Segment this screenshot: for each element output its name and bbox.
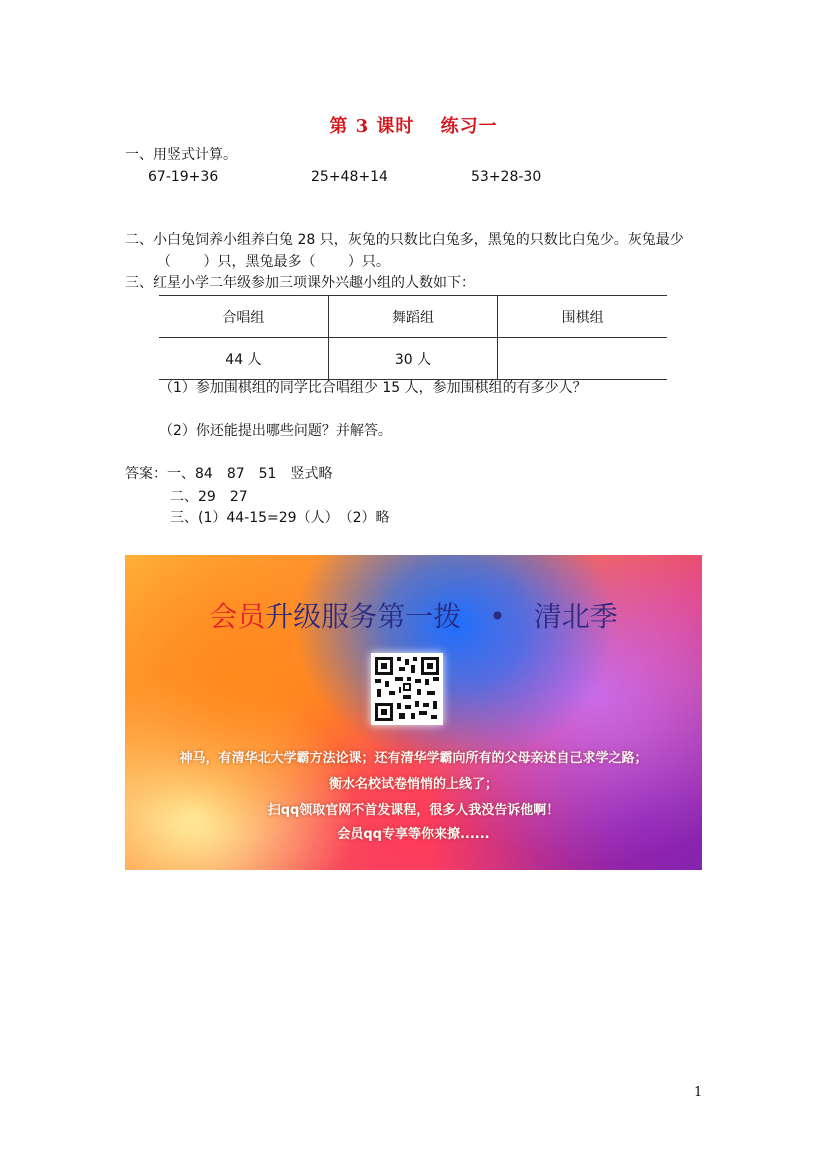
banner-title-text: 升级服务第一拨 • 清北季 [265,600,618,633]
qr-code-icon[interactable] [371,653,443,725]
table-cell [498,338,667,380]
groups-table [159,295,667,380]
answers-line2: 二、29 27 [170,489,248,505]
problem-2: 25+48+14 [311,169,388,185]
section3-q2: （2）你还能提出哪些问题？并解答。 [159,423,392,439]
table-header-cell: 合唱组 [159,296,328,338]
answers-line3: 三、(1）44-15=29（人） （2）略 [170,510,390,526]
banner-line-1: 神马，有清华北大学霸方法论课；还有清华学霸向所有的父母亲述自己求学之路； [179,751,648,766]
banner-line-4: 会员qq专享等你来撩...... [337,827,490,842]
problem-3: 53+28-30 [471,169,542,185]
table-cell: 44 人 [159,338,328,380]
page-title: 第 3 课时 练习一 [329,116,498,137]
promo-banner[interactable] [125,555,702,870]
section1-heading: 一、用竖式计算。 [125,147,237,163]
table-header-cell: 围棋组 [498,296,667,338]
answers-line1: 答案：一、84 87 51 竖式略 [125,466,333,482]
table-header-cell: 舞蹈组 [328,296,497,338]
table-row [159,338,667,380]
banner-line-2: 衡水名校试卷悄悄的上线了； [328,777,498,792]
table-row [159,296,667,338]
banner-line-3: 扫qq领取官网不首发课程，很多人我没告诉他啊！ [267,803,560,818]
section2-line1: 二、小白兔饲养小组养白兔 28 只，灰兔的只数比白兔多，黑兔的只数比白兔少。灰兔最少 [125,232,684,248]
section3-q1: （1）参加围棋组的同学比合唱组少 15 人，参加围棋组的有多少人？ [159,380,587,396]
section2-line2: （ ）只，黑兔最多（ ）只。 [157,254,390,270]
table-cell: 30 人 [328,338,497,380]
banner-title-highlight: 会员 [209,600,266,633]
page-number: 1 [694,1085,703,1100]
section3-heading: 三、红星小学二年级参加三项课外兴趣小组的人数如下： [125,275,475,291]
problem-1: 67-19+36 [148,169,219,185]
banner-title [125,595,702,635]
